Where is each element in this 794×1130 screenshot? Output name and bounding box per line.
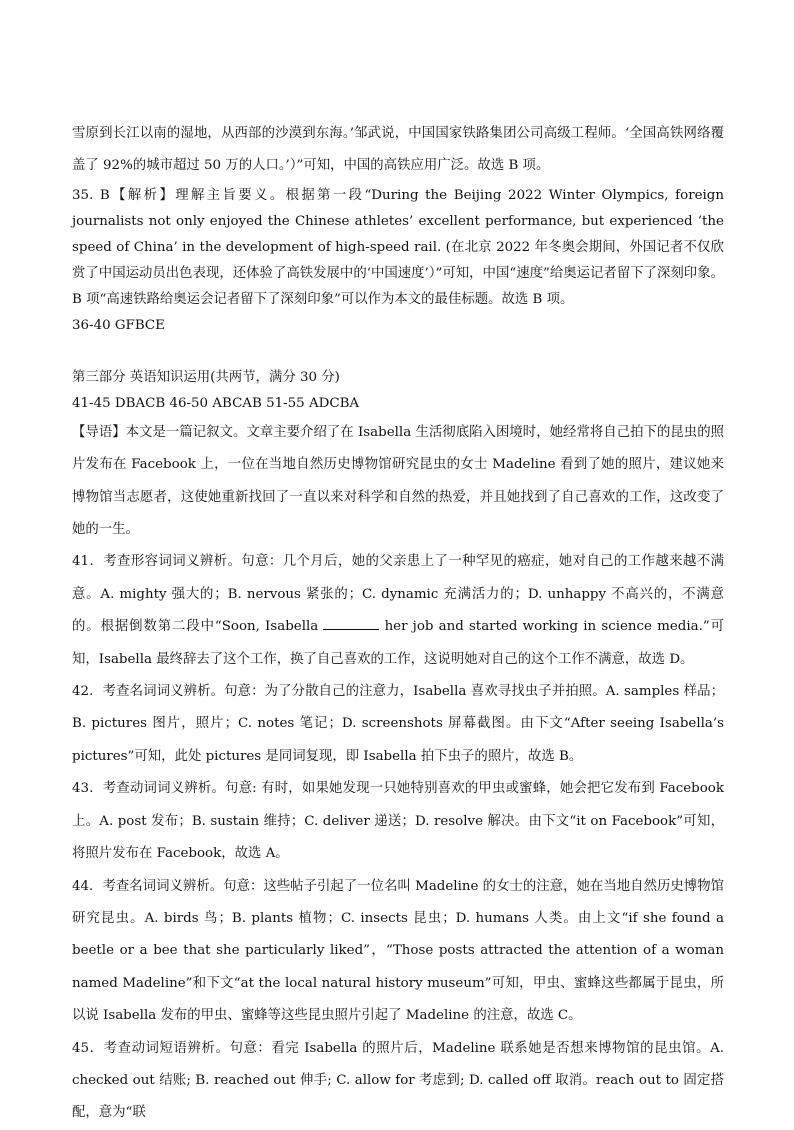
- document-page: [72, 118, 724, 1130]
- paragraph-q35: 35. B【解析】理解主旨要义。根据第一段“During the Beijing 2022 Winter Olympics, foreign journalists not only enjoyed the Chinese athletes’ excellent performance, but experienced ‘the speed of China’ in the development of high-speed rail. (在北京 2022 年冬奥会期间，外国记者不仅欣赏了中国运动员出色表现，还体验了高铁发展中的‘中国速度’）”可知，中国“速度”给奥运记者留下了深刻印象。B 项“高速铁路给奥运会记者留下了深刻印象”可以作为本文的最佳标题。故选 B 项。: [72, 187, 724, 307]
- q41-text-after-blank: her job and started working in science media.”可知，Isabella 最终辞去了这个工作，换了自己喜欢的工作，这说明她对自己的这个工作不满意，故选 D。: [72, 619, 724, 667]
- paragraph-q42: 42．考查名词词义辨析。句意：为了分散自己的注意力，Isabella 喜欢寻找虫子并拍照。A. samples 样品；B. pictures 图片，照片；C. notes 笔记；D. screenshots 屏幕截图。由下文“After seeing Isabella’s pictures”可知，此处 pictures 是同词复现，即 Isabella 拍下虫子的照片，故选 B。: [72, 684, 724, 764]
- paragraph-guide: 【导语】本文是一篇记叙文。文章主要介绍了在 Isabella 生活彻底陷入困境时，她经常将自己拍下的昆虫的照片发布在 Facebook 上，一位在当地自然历史博物馆研究昆虫的女士 Madeline 看到了她的照片，建议她来博物馆当志愿者，这使她重新找回了一直以来对科学和自然的热爱，并且她找到了自己喜欢的工作，这改变了她的一生。: [72, 424, 724, 538]
- q41-text-before-blank: 41．考查形容词词义辨析。句意：几个月后，她的父亲患上了一种罕见的癌症，她对自己的工作越来越不满意。A. mighty 强大的；B. nervous 紧张的；C. dynamic 充满活力的；D. unhappy 不高兴的，不满意的。根据倒数第二段中“Soon, Isabella: [72, 554, 724, 635]
- paragraph-q43: 43．考查动词词义辨析。句意: 有时，如果她发现一只她特别喜欢的甲虫或蜜蜂，她会把它发布到 Facebook 上。A. post 发布；B. sustain 维持；C. deliver 递送；D. resolve 解决。由下文“it on Facebook”可知，将照片发布在 Facebook，故选 A。: [72, 781, 724, 862]
- fill-in-blank: [323, 628, 379, 630]
- spacer: [72, 339, 724, 365]
- paragraph-q45: 45．考查动词短语辨析。句意：看完 Isabella 的照片后，Madeline 联系她是否想来博物馆的昆虫馆。A. checked out 结账; B. reached out 伸手; C. allow for 考虑到; D. called off 取消。reach out to 固定搭配，意为“联: [72, 1040, 724, 1121]
- paragraph-q44: 44．考查名词词义辨析。句意：这些帖子引起了一位名叫 Madeline 的女士的注意，她在当地自然历史博物馆研究昆虫。A. birds 鸟；B. plants 植物；C. insects 昆虫；D. humans 人类。由上文“if she found a beetle or a bee that she particularly liked”，“Those posts attracted the attention of a woman named Madeline”和下文“at the local natural history museum”可知，甲虫、蜜蜂这些都属于昆虫，所以说 Isabella 发布的甲虫、蜜蜂等这些昆虫照片引起了 Madeline 的注意，故选 C。: [72, 878, 724, 1024]
- paragraph-intro: 雪原到长江以南的湿地，从西部的沙漠到东海。’邹武说，中国国家铁路集团公司高级工程师。‘全国高铁网络覆盖了 92%的城市超过 50 万的人口。’）”可知，中国的高铁应用广泛。故选 B 项。: [72, 126, 724, 174]
- paragraph-q41: [72, 546, 724, 676]
- answer-36-40: 36-40 GFBCE: [72, 317, 165, 333]
- answers-41-55: 41-45 DBACB 46-50 ABCAB 51-55 ADCBA: [72, 395, 360, 411]
- section-heading-part3: 第三部分 英语知识运用(共两节，满分 30 分): [72, 369, 340, 385]
